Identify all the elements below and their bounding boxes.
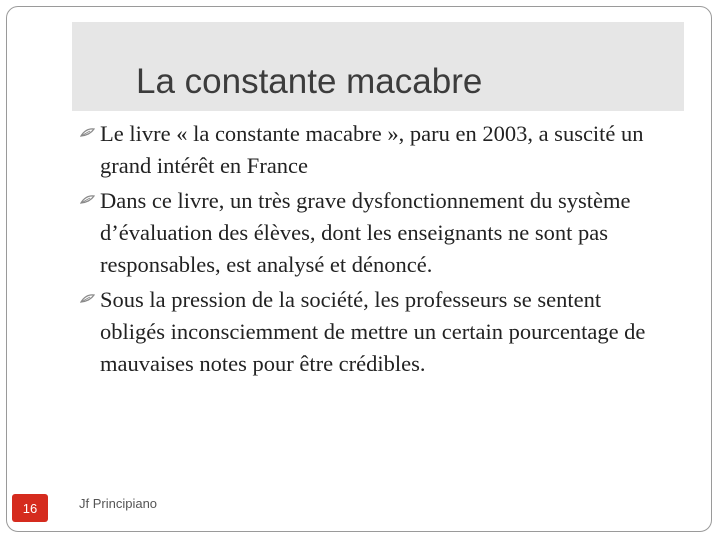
- bullet-text: Le livre « la constante macabre », paru en 2003, a suscité un grand intérêt en France: [100, 121, 644, 178]
- bullet-item: [80, 284, 670, 380]
- slide-body: [80, 118, 670, 383]
- bullet-text: Dans ce livre, un très grave dysfonctionnement du système d’évaluation des élèves, dont les enseignants ne sont pas responsables, est analysé et dénoncé.: [100, 188, 631, 277]
- page-number-badge: [12, 494, 48, 522]
- leaf-bullet-icon: [80, 293, 95, 305]
- bullet-item: [80, 118, 670, 182]
- leaf-bullet-icon: [80, 194, 95, 206]
- leaf-bullet-icon: [80, 127, 95, 139]
- slide-title: La constante macabre: [136, 62, 483, 101]
- footer-author: Jf Principiano: [79, 496, 158, 511]
- page-number: 16: [22, 500, 38, 516]
- title-band: [72, 22, 684, 111]
- bullet-item: [80, 185, 670, 281]
- bullet-text: Sous la pression de la société, les professeurs se sentent obligés inconsciemment de mettre un certain pourcentage de mauvaises notes pour être crédibles.: [100, 287, 646, 376]
